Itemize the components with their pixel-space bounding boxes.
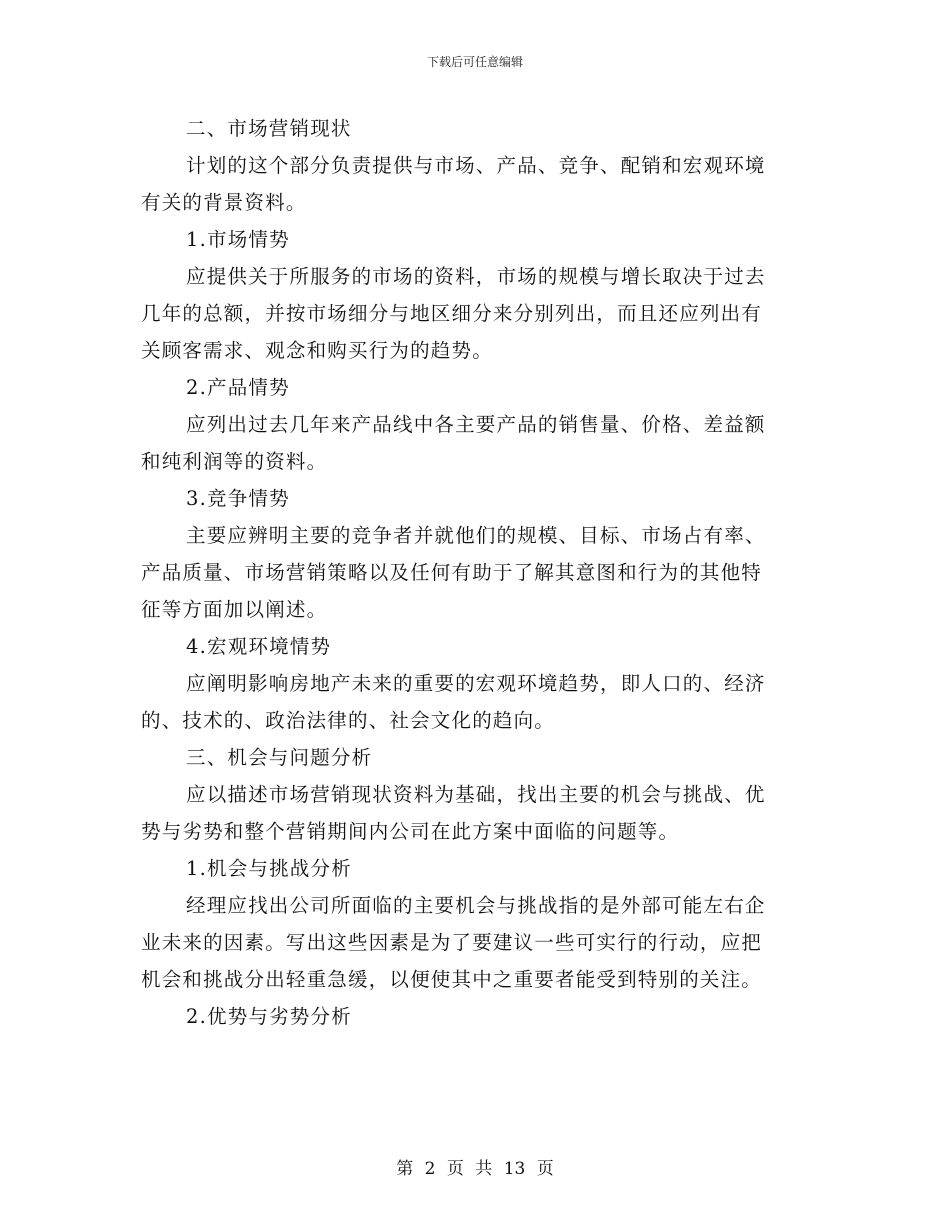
document-body xyxy=(141,110,801,1035)
text-line: 应列出过去几年来产品线中各主要产品的销售量、价格、差益额 xyxy=(186,413,766,436)
text-line: 2.产品情势 xyxy=(186,376,290,399)
text-line: 1.机会与挑战分析 xyxy=(186,857,352,880)
text-line: 势与劣势和整个营销期间内公司在此方案中面临的问题等。 xyxy=(141,820,680,843)
text-line: 业未来的因素。写出这些因素是为了要建议一些可实行的行动，应把 xyxy=(141,931,763,954)
text-line: 几年的总额，并按市场细分与地区细分来分别列出，而且还应列出有 xyxy=(141,302,763,325)
text-line: 3.竞争情势 xyxy=(186,487,290,510)
page-header: 下载后可任意编辑 xyxy=(426,55,523,69)
text-line: 主要应辨明主要的竞争者并就他们的规模、目标、市场占有率、 xyxy=(186,524,766,547)
text-line: 1.市场情势 xyxy=(186,228,290,251)
text-line: 二、市场营销现状 xyxy=(186,117,352,140)
text-line: 应提供关于所服务的市场的资料，市场的规模与增长取决于过去 xyxy=(186,265,766,288)
text-line: 三、机会与问题分析 xyxy=(186,746,373,769)
text-line: 4.宏观环境情势 xyxy=(186,635,332,658)
text-line: 的、技术的、政治法律的、社会文化的趋向。 xyxy=(141,709,556,732)
text-line: 2.优势与劣势分析 xyxy=(186,1005,352,1028)
text-line: 有关的背景资料。 xyxy=(141,191,307,214)
page-footer: 第 2 页 共 13 页 xyxy=(396,1159,554,1179)
text-line: 应以描述市场营销现状资料为基础，找出主要的机会与挑战、优 xyxy=(186,783,766,806)
text-line: 关顾客需求、观念和购买行为的趋势。 xyxy=(141,339,493,362)
text-line: 经理应找出公司所面临的主要机会与挑战指的是外部可能左右企 xyxy=(186,894,766,917)
text-line: 和纯利润等的资料。 xyxy=(141,450,328,473)
text-line: 机会和挑战分出轻重急缓，以便使其中之重要者能受到特别的关注。 xyxy=(141,968,763,991)
text-line: 计划的这个部分负责提供与市场、产品、竞争、配销和宏观环境 xyxy=(186,154,766,177)
text-line: 应阐明影响房地产未来的重要的宏观环境趋势，即人口的、经济 xyxy=(186,672,766,695)
text-line: 征等方面加以阐述。 xyxy=(141,598,328,621)
text-line: 产品质量、市场营销策略以及任何有助于了解其意图和行为的其他特 xyxy=(141,561,763,584)
